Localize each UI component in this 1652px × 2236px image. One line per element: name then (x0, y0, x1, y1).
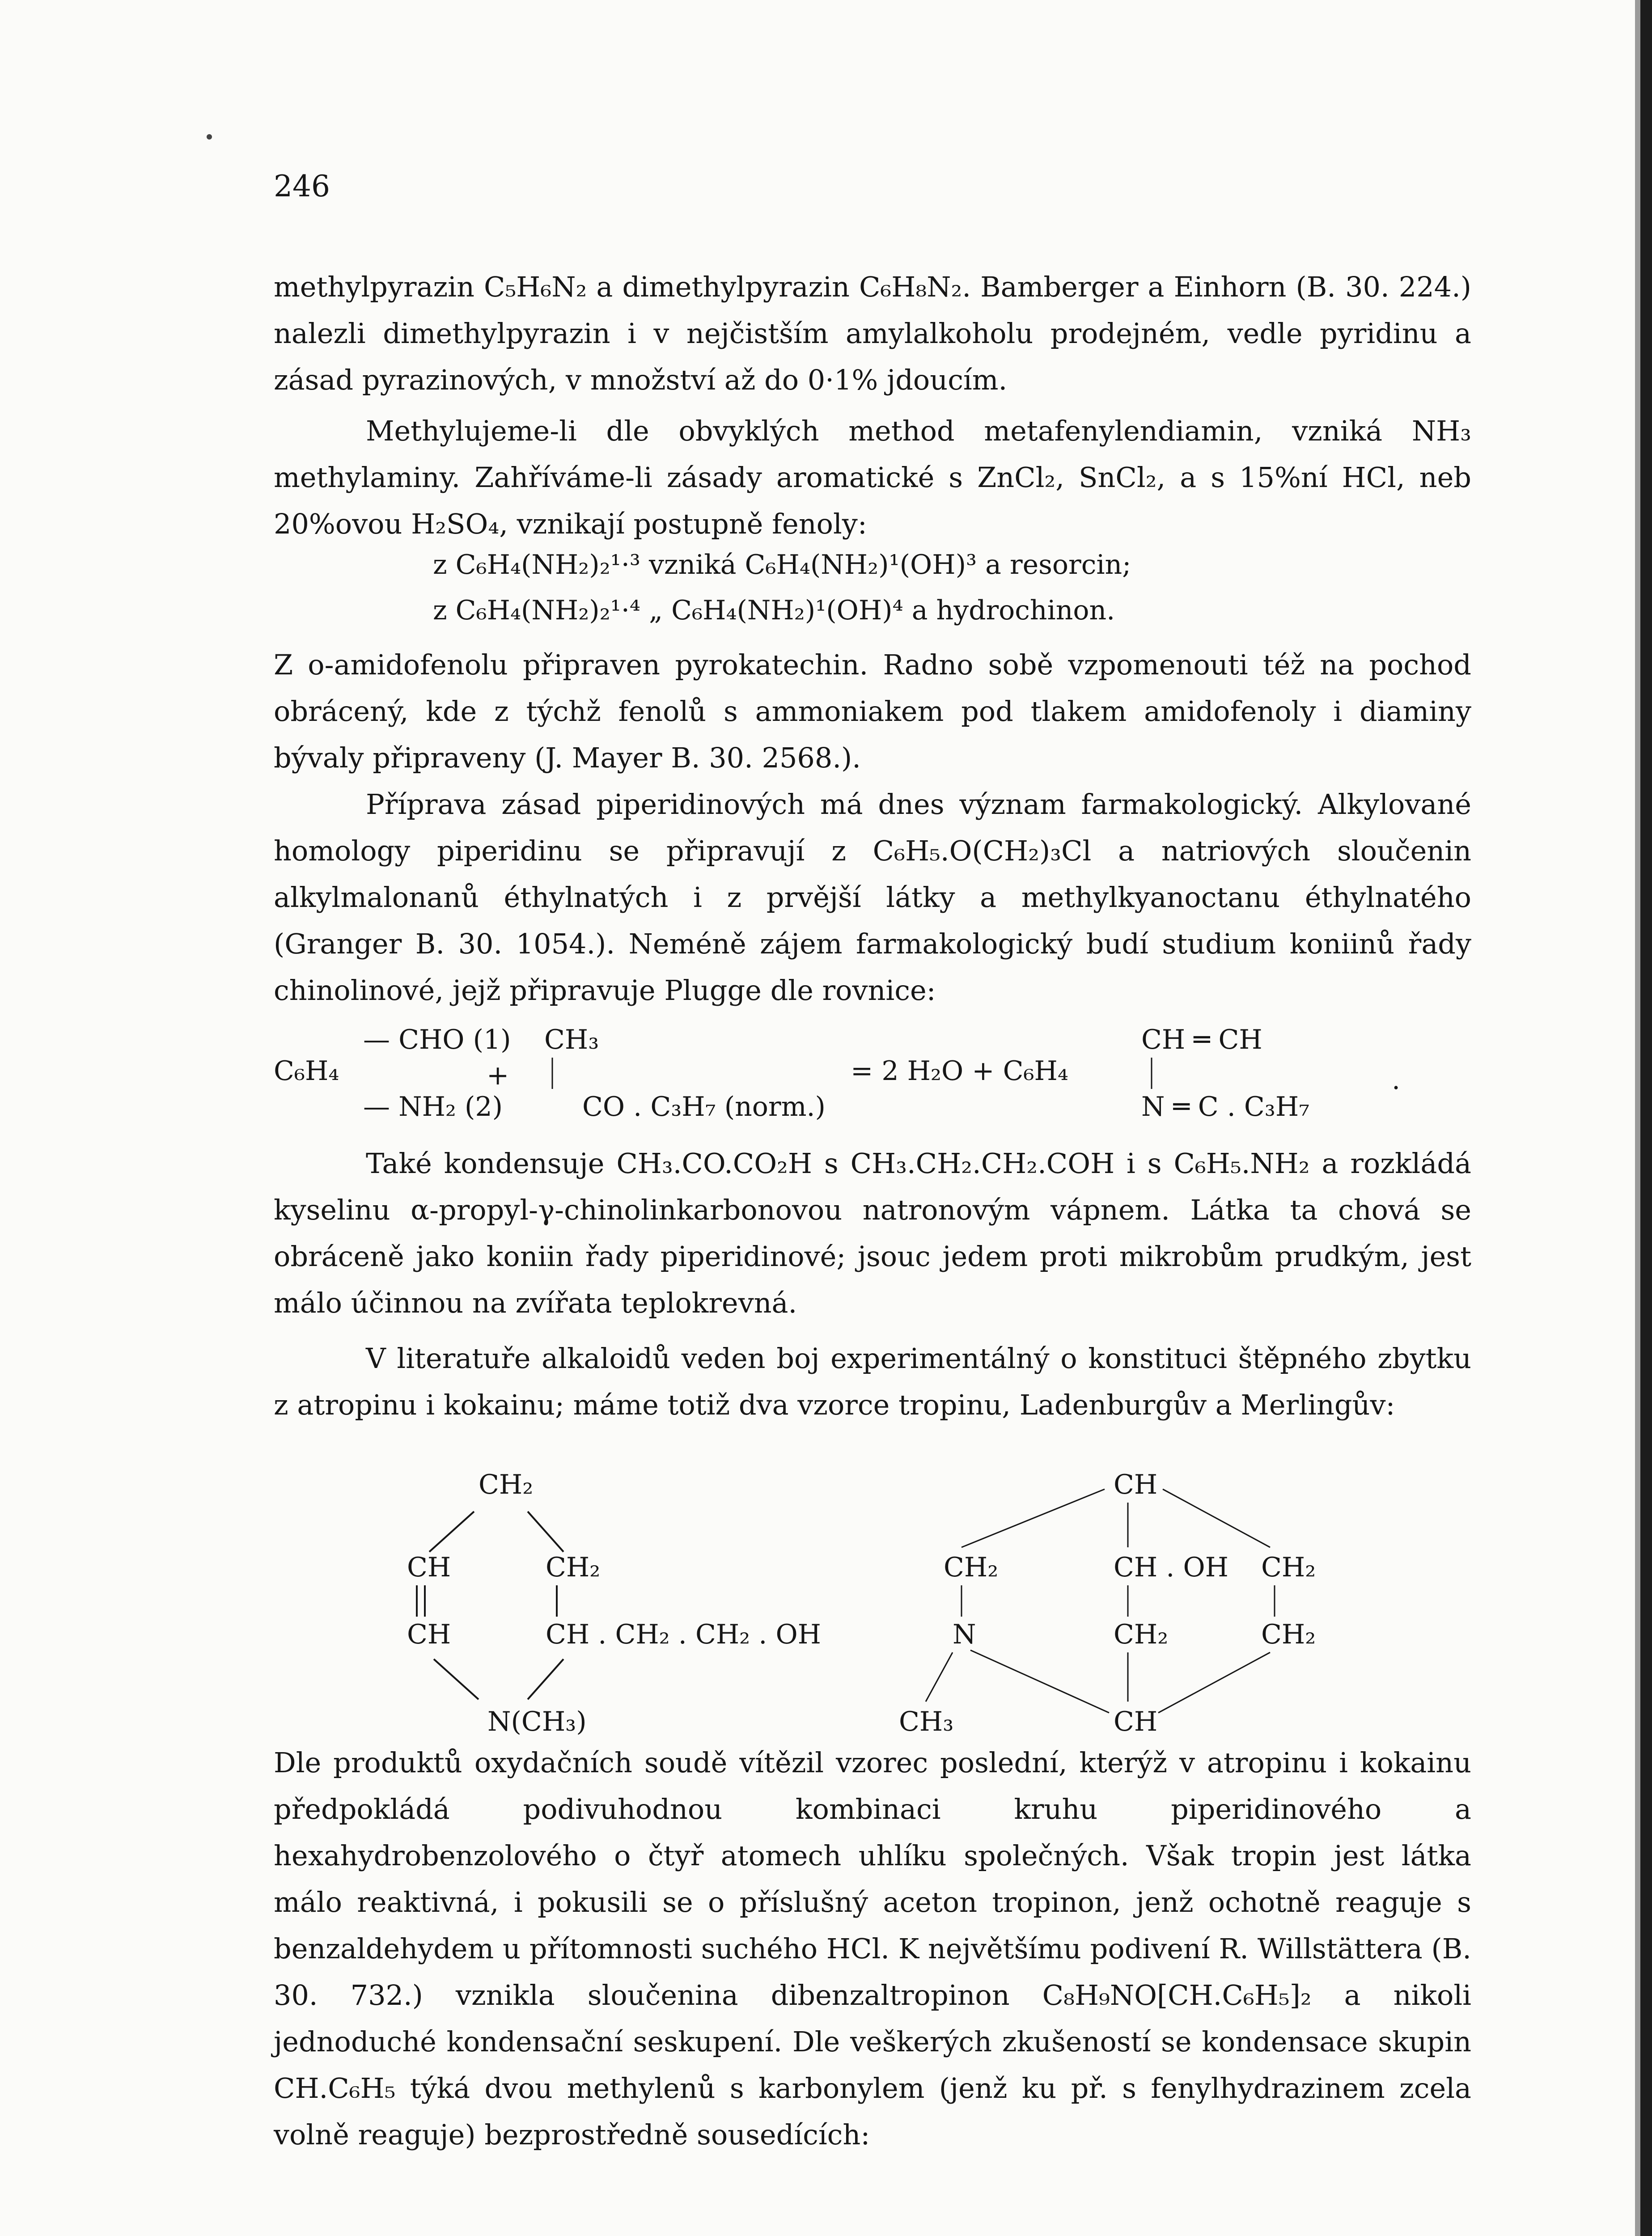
reaction-product-top: CH ═ CH (1141, 1024, 1262, 1055)
reaction-plus: + (487, 1060, 509, 1091)
merling-b-left: N (953, 1619, 976, 1650)
ladenburg-low-left: CH (407, 1619, 451, 1650)
paragraph-4: Příprava zásad piperidinových má dnes význam farmakologický. Alkylované homology piperidinu se připravují z C₆H₅.O(CH₂)₃Cl a natriových sloučenin alkylmalonanů éthylnatých i z prvější látky a methylkyanoctanu éthylnatého (Granger B. 30. 1054.). Neméně zájem farmakologický budí studium koniinů řady chinolinové, jejž připravuje Plugge dle rovnice: (274, 788, 1471, 1007)
page-edge-shadow (1635, 0, 1640, 2236)
reaction-reagent-bottom: CO . C₃H₇ (norm.) (582, 1091, 826, 1122)
text-block-top (274, 264, 1471, 547)
ladenburg-mid-right: CH₂ (546, 1552, 601, 1583)
ladenburg-mid-left: CH (407, 1552, 451, 1583)
tropine-formula-ladenburg (394, 1462, 953, 1775)
plugge-reaction-equation (274, 1022, 1481, 1156)
equation-resorcin: z C₆H₄(NH₂)₂¹·³ vzniká C₆H₄(NH₂)¹(OH)³ a resorcin; (433, 549, 1131, 580)
merling-a-mid: CH . OH (1114, 1552, 1228, 1583)
text-block-middle (274, 642, 1471, 1014)
reaction-reagent-top: CH₃ (544, 1024, 599, 1055)
ladenburg-low-right: CH . CH₂ . CH₂ . OH (546, 1619, 821, 1650)
reaction-substituent-cho: — CHO (1) (363, 1024, 511, 1055)
merling-top: CH (1114, 1469, 1158, 1500)
merling-b-right: CH₂ (1261, 1619, 1316, 1650)
scan-speck (207, 134, 212, 140)
paragraph-3: Z o-amidofenolu připraven pyrokatechin. Radno sobě vzpomenouti též na pochod obrácený, kde z týchž fenolů s ammoniakem pod tlakem amidofenoly i diaminy bývaly připraveny (J. Mayer B. 30. 2568.). (274, 648, 1471, 774)
paragraph-1: methylpyrazin C₅H₆N₂ a dimethylpyrazin C₆H₈N₂. Bamberger a Einhorn (B. 30. 224.) nalezli dimethylpyrazin i v nejčistším amylalkoholu prodejném, vedle pyridinu a zásad pyrazinových, v množství až do 0·1% jdoucím. (274, 271, 1471, 396)
paragraph-6: V literatuře alkaloidů veden boj experimentálný o konstituci štěpného zbytku z atropinu i kokainu; máme totiž dva vzorce tropinu, Ladenburgův a Merlingův: (274, 1342, 1471, 1421)
reaction-period: . (1392, 1064, 1401, 1096)
merling-a-left: CH₂ (944, 1552, 999, 1583)
tropine-formula-merling (899, 1462, 1346, 1775)
paragraph-2: Methylujeme-li dle obvyklých method metafenylendiamin, vzniká NH₃ methylaminy. Zahříváme-li zásady aromatické s ZnCl₂, SnCl₂, a s 15%ní HCl, neb 20%ovou H₂SO₄, vznikají postupně fenoly: (274, 415, 1471, 540)
ladenburg-top: CH₂ (479, 1469, 534, 1500)
paragraph-5: Také kondensuje CH₃.CO.CO₂H s CH₃.CH₂.CH₂.COH i s C₆H₅.NH₂ a rozkládá kyselinu α-propyl-γ-chinolinkarbonovou natronovým vápnem. Látka ta chová se obráceně jako koniin řady piperidinové; jsouc jedem proti mikrobům prudkým, jest málo účinnou na zvířata teplokrevná. (274, 1147, 1471, 1319)
reaction-product-bottom: N ═ C . C₃H₇ (1141, 1091, 1310, 1122)
paragraph-7: Dle produktů oxydačních soudě vítězil vzorec poslední, kterýž v atropinu i kokainu předpokládá podivuhodnou kombinaci kruhu piperidinového a hexahydrobenzolového o čtyř atomech uhlíku společných. Však tropin jest látka málo reaktivná, i pokusili se o příslušný aceton tropinon, jenž ochotně reaguje s benzaldehydem u přítomnosti suchého HCl. K největšímu podivení R. Willstättera (B. 30. 732.) vznikla sloučenina dibenzaltropinon C₈H₉NO[CH.C₆H₅]₂ a nikoli jednoduché kondensační seskupení. Dle veškerých zkušeností se kondensace skupin CH.C₆H₅ týká dvou methylenů s karbonylem (jenž ku př. s fenylhydrazinem zcela volně reaguje) bezprostředně sousedících: (274, 1746, 1471, 2151)
merling-a-right: CH₂ (1261, 1552, 1316, 1583)
reaction-substituent-nh2: — NH₂ (2) (363, 1091, 503, 1122)
text-block-bottom (274, 1740, 1471, 2158)
reaction-equals: = 2 H₂O + C₆H₄ (851, 1055, 1068, 1087)
text-block-lower (274, 1140, 1471, 1428)
merling-bottom: CH (1114, 1706, 1158, 1737)
merling-b-mid: CH₂ (1114, 1619, 1169, 1650)
page-edge (1640, 0, 1652, 2236)
reaction-ring: C₆H₄ (274, 1055, 339, 1087)
ladenburg-bottom: N(CH₃) (487, 1706, 587, 1737)
merling-methyl: CH₃ (899, 1706, 954, 1737)
equation-hydrochinon: z C₆H₄(NH₂)₂¹·⁴ „ C₆H₄(NH₂)¹(OH)⁴ a hydrochinon. (433, 595, 1115, 626)
page-number: 246 (274, 169, 330, 203)
